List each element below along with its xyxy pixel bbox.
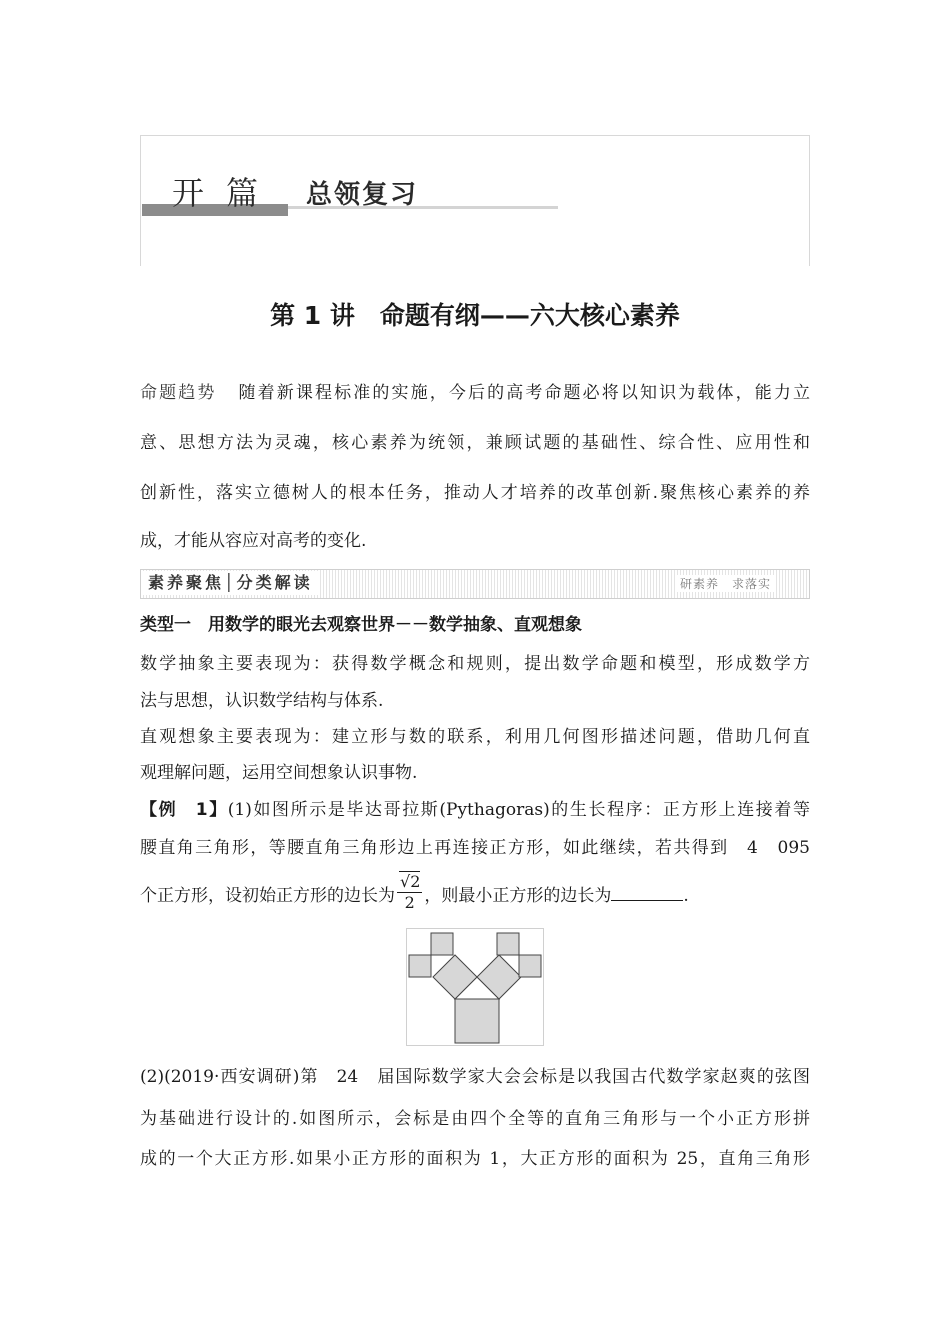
tree-square-rr-side: [519, 955, 541, 977]
example1-line-3: [140, 872, 689, 917]
fraction-numerator: √2: [400, 872, 421, 891]
example1-text-3c: .: [683, 886, 689, 906]
intuition-line-2: 观理解问题，运用空间想象认识事物.: [140, 763, 418, 783]
tree-square-root: [455, 999, 499, 1043]
header-kaipian: 开篇: [172, 174, 281, 212]
example1-part2-line-3: 成的一个大正方形.如果小正方形的面积为 1，大正方形的面积为 25，直角三角形: [140, 1149, 810, 1169]
pythagoras-tree-svg: [407, 929, 543, 1045]
example1-part2-line-1: (2)(2019·西安调研)第 24 届国际数学家大会会标是以我国古代数学家赵爽的弦图: [140, 1067, 810, 1087]
example1-text-3b: ，则最小正方形的边长为: [424, 886, 612, 906]
example-tag: 【例 1】: [140, 800, 228, 820]
type-heading: 类型一 用数学的眼光去观察世界－－数学抽象、直观想象: [140, 615, 582, 635]
tree-square-rr-top: [497, 933, 519, 955]
banner-left-label: 素养聚焦│分类解读: [142, 571, 319, 595]
example1-line-2: 腰直角三角形，等腰直角三角形边上再连接正方形，如此继续，若共得到 4 095: [140, 838, 810, 858]
example1-text-1: (1)如图所示是毕达哥拉斯(Pythagoras)的生长程序：正方形上连接着等: [227, 800, 810, 820]
example1-text-3a: 个正方形，设初始正方形的边长为: [140, 886, 395, 906]
tree-square-ll-side: [409, 955, 431, 977]
pythagoras-tree-figure: [406, 928, 544, 1046]
trend-label: 命题趋势: [140, 383, 217, 403]
header-subtitle: 总领复习: [306, 180, 419, 210]
banner-right-label: 研素养 求落实: [676, 575, 775, 592]
lecture-title: 第 1 讲 命题有纲——六大核心素养: [270, 301, 680, 330]
answer-blank: [611, 886, 683, 901]
fraction-denominator: 2: [404, 893, 415, 912]
trend-line-3: 创新性，落实立德树人的根本任务，推动人才培养的改革创新.聚焦核心素养的养: [140, 483, 810, 503]
trend-text-1: 随着新课程标准的实施，今后的高考命题必将以知识为载体，能力立: [238, 383, 811, 403]
fraction-sqrt2-over-2: [397, 872, 422, 913]
trend-line-4: 成，才能从容应对高考的变化.: [140, 531, 367, 551]
abstract-line-2: 法与思想，认识数学结构与体系.: [140, 691, 384, 711]
tree-square-ll-top: [431, 933, 453, 955]
intuition-line-1: 直观想象主要表现为：建立形与数的联系，利用几何图形描述问题，借助几何直: [140, 727, 810, 747]
example1-line-1: [140, 795, 810, 820]
example1-part2-line-2: 为基础进行设计的.如图所示，会标是由四个全等的直角三角形与一个小正方形拼: [140, 1109, 810, 1129]
trend-line-1: [140, 378, 810, 403]
trend-line-2: 意、思想方法为灵魂，核心素养为统领，兼顾试题的基础性、综合性、应用性和: [140, 433, 810, 453]
abstract-line-1: 数学抽象主要表现为：获得数学概念和规则，提出数学命题和模型，形成数学方: [140, 654, 810, 674]
